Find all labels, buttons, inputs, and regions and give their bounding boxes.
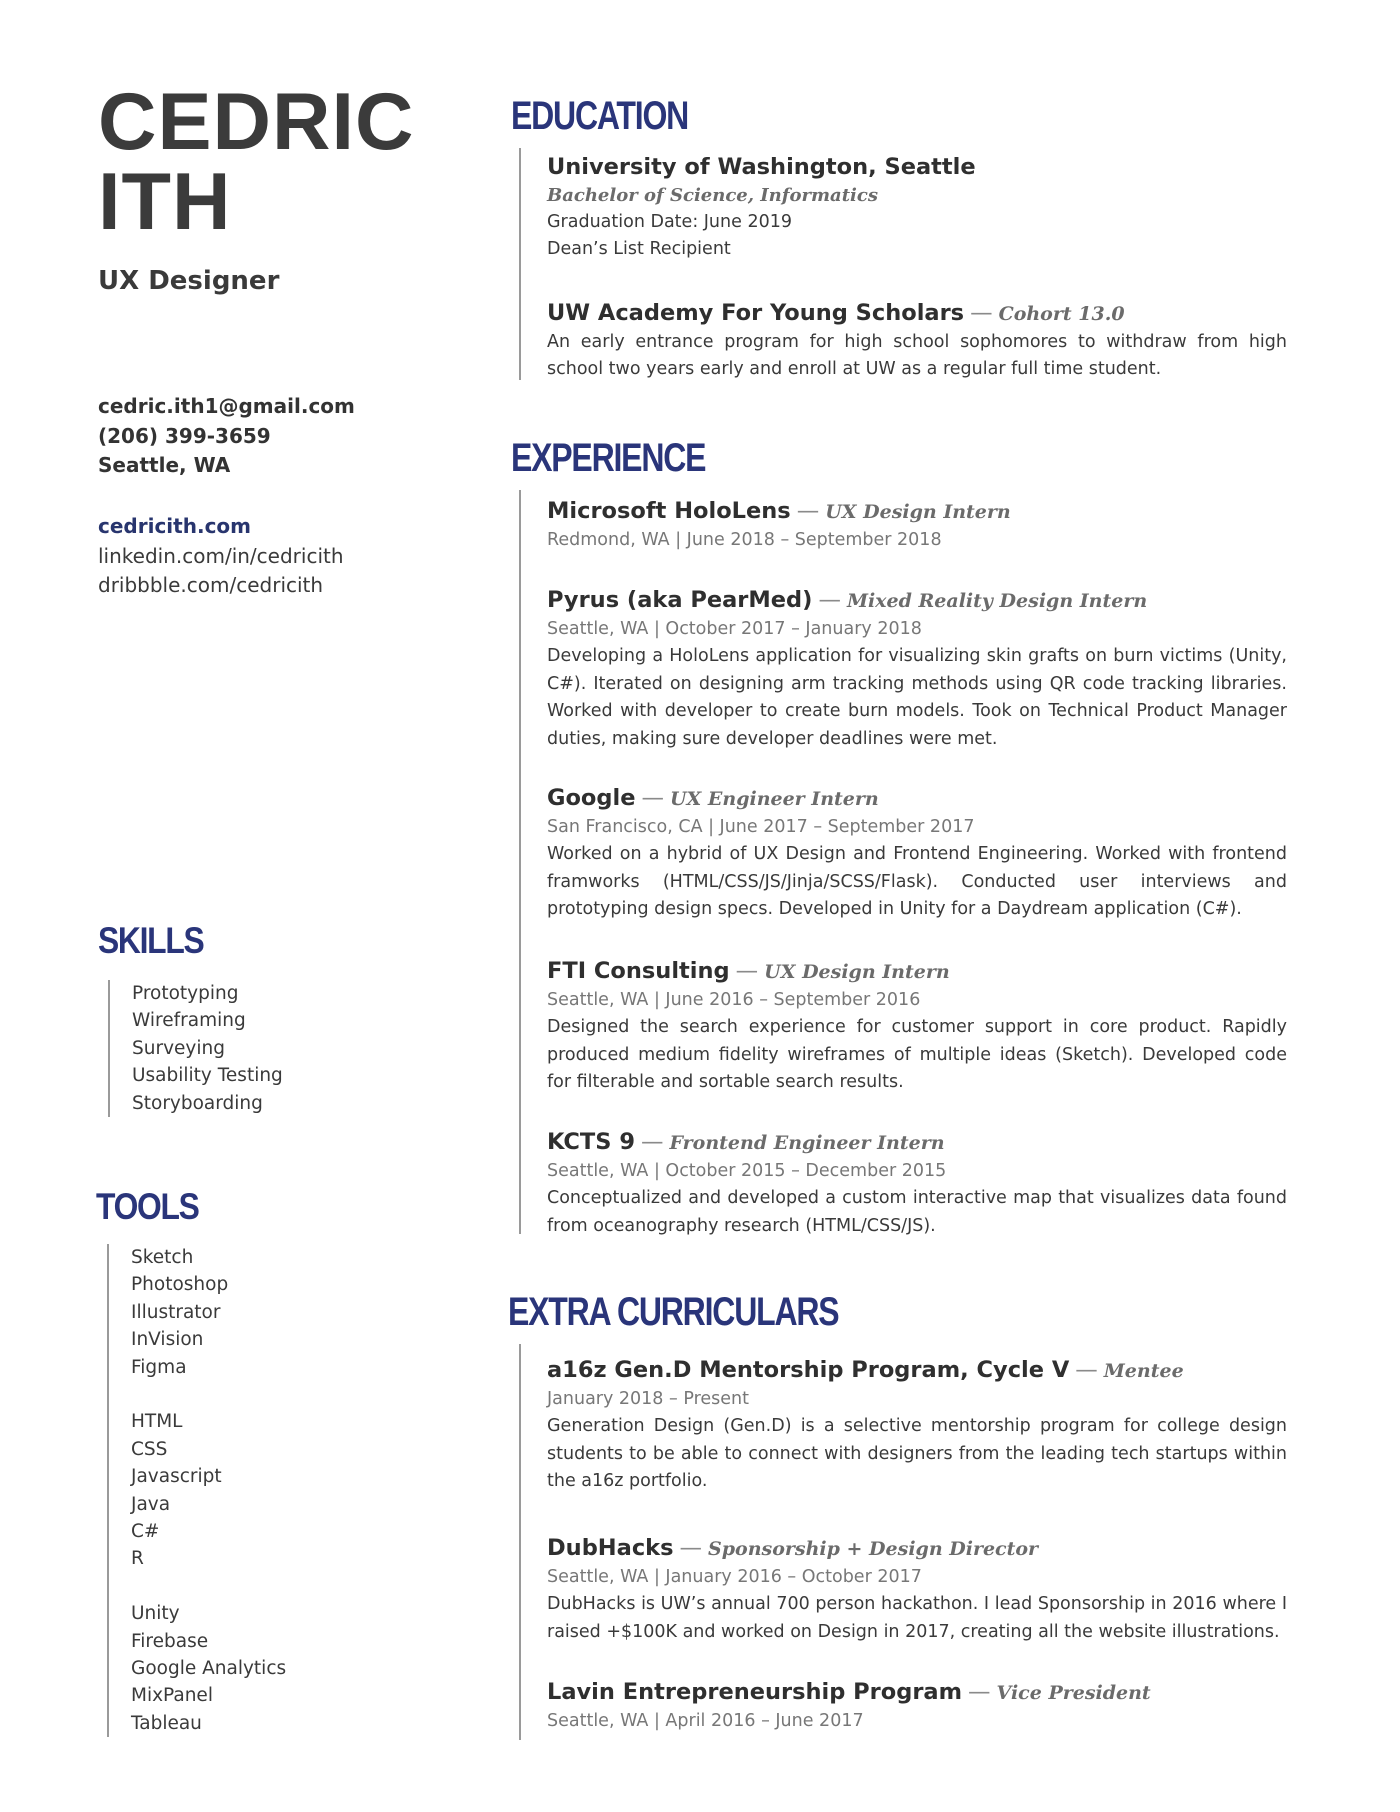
em-dash: —	[679, 1535, 703, 1561]
education-entry	[547, 152, 1287, 264]
experience-entry	[547, 956, 1287, 1097]
entry-title: Lavin Entrepreneurship Program	[547, 1679, 963, 1705]
website-link[interactable]: cedricith.com	[98, 514, 251, 538]
list-gap	[131, 1381, 286, 1408]
entry-line: Dean’s List Recipient	[547, 239, 731, 260]
em-dash: —	[735, 958, 759, 984]
entry-line: Graduation Date: June 2019	[547, 212, 792, 232]
list-item: CSS	[131, 1438, 168, 1460]
list-item: R	[131, 1548, 144, 1570]
entry-description: Worked on a hybrid of UX Design and Frontend Engineering. Worked with frontend framworks (HTML/CSS/JS/Jinja/SCSS/Flask). Conducted user interviews and prototyping design specs. Developed in Unity for a Daydream application (C#).	[547, 844, 1287, 920]
entry-title: Google	[547, 785, 636, 811]
links-block	[98, 512, 344, 601]
experience-heading: EXPERIENCE	[511, 436, 706, 480]
em-dash: —	[818, 587, 841, 613]
entry-description: DubHacks is UW’s annual 700 person hackathon. I lead Sponsorship in 2016 where I raised +$100K and worked on Design in 2017, creating all the website illustrations.	[547, 1594, 1287, 1642]
list-item: Tableau	[131, 1712, 202, 1734]
list-item: Unity	[131, 1603, 180, 1625]
entry-meta: San Francisco, CA | June 2017 – September 2017	[547, 817, 975, 837]
job-title: UX Designer	[98, 266, 280, 296]
entry-meta: Seattle, WA | October 2015 – December 2015	[547, 1161, 947, 1181]
list-item: HTML	[131, 1411, 183, 1433]
contact-block	[98, 392, 355, 481]
education-entry	[547, 298, 1287, 384]
extra-entry	[547, 1677, 1287, 1735]
email-text: cedric.ith1@gmail.com	[98, 394, 355, 418]
skills-heading: SKILLS	[98, 920, 204, 961]
first-name: CEDRIC	[98, 77, 415, 167]
entry-title: UW Academy For Young Scholars	[547, 300, 965, 326]
entry-title: FTI Consulting	[547, 958, 730, 984]
entry-meta: Seattle, WA | April 2016 – June 2017	[547, 1711, 864, 1731]
entry-meta: Seattle, WA | October 2017 – January 2018	[547, 619, 922, 639]
list-item: Prototyping	[132, 983, 239, 1004]
extra-entry	[547, 1533, 1287, 1646]
list-item: InVision	[131, 1329, 204, 1351]
entry-title: DubHacks	[547, 1535, 674, 1561]
entry-description: An early entrance program for high school sophomores to withdraw from high school two years early and enroll at UW as a regular full time student.	[547, 332, 1287, 380]
entry-meta: January 2018 – Present	[547, 1389, 749, 1409]
name-heading	[98, 77, 415, 247]
entry-degree: Bachelor of Science, Informatics	[547, 185, 878, 206]
dribbble-link[interactable]: dribbble.com/cedricith	[98, 573, 324, 597]
em-dash: —	[641, 785, 664, 811]
list-item: Figma	[131, 1356, 187, 1378]
entry-title: University of Washington, Seattle	[547, 154, 976, 180]
entry-title: Microsoft HoloLens	[547, 498, 791, 524]
skills-list	[108, 980, 283, 1117]
phone-text: (206) 399-3659	[98, 423, 271, 448]
em-dash: —	[970, 300, 993, 326]
list-item: Sketch	[131, 1247, 194, 1268]
entry-role: Mixed Reality Design Intern	[846, 590, 1148, 612]
education-rule	[519, 148, 521, 380]
em-dash: —	[796, 498, 820, 524]
entry-role: UX Engineer Intern	[669, 788, 879, 810]
entry-meta: Seattle, WA | June 2016 – September 2016	[547, 990, 921, 1010]
experience-entry	[547, 783, 1287, 924]
list-item: Java	[131, 1493, 171, 1515]
tools-heading: TOOLS	[96, 1186, 199, 1227]
experience-rule	[519, 490, 521, 1234]
experience-entry	[547, 1127, 1287, 1240]
list-item: Photoshop	[131, 1274, 229, 1296]
list-gap	[131, 1573, 286, 1600]
extra-entry	[547, 1355, 1287, 1496]
list-item: Illustrator	[131, 1301, 221, 1323]
entry-title: KCTS 9	[547, 1129, 635, 1155]
list-item: Storyboarding	[132, 1092, 263, 1114]
list-item: Usability Testing	[132, 1065, 283, 1087]
list-item: Javascript	[131, 1466, 222, 1488]
em-dash: —	[640, 1129, 664, 1155]
location-text: Seattle, WA	[98, 453, 231, 477]
list-item: Google Analytics	[131, 1658, 287, 1680]
entry-description: Developing a HoloLens application for visualizing skin grafts on burn victims (Unity, C#). Iterated on designing arm tracking methods using QR code tracking libraries. Worked with developer to create burn models. Took on Technical Product Manager duties, making sure developer deadlines were met.	[547, 646, 1287, 749]
extra-curriculars-heading: EXTRA CURRICULARS	[508, 1290, 839, 1334]
list-item: Firebase	[131, 1630, 209, 1652]
extra-curriculars-rule	[519, 1344, 521, 1740]
list-item: C#	[131, 1521, 160, 1543]
list-item: MixPanel	[131, 1685, 213, 1707]
entry-role: Vice President	[996, 1682, 1151, 1704]
entry-role: UX Design Intern	[764, 961, 950, 983]
list-item: Surveying	[132, 1037, 225, 1059]
entry-role: Mentee	[1103, 1360, 1184, 1382]
entry-description: Generation Design (Gen.D) is a selective mentorship program for college design students to be able to connect with designers from the leading tech startups within the a16z portfolio.	[547, 1416, 1287, 1492]
education-heading: EDUCATION	[511, 94, 689, 138]
tools-list	[107, 1244, 286, 1737]
entry-meta: Seattle, WA | January 2016 – October 2017	[547, 1567, 922, 1587]
experience-entry	[547, 496, 1287, 554]
entry-role: Sponsorship + Design Director	[708, 1538, 1039, 1560]
entry-role: UX Design Intern	[825, 501, 1011, 523]
entry-role: Cohort 13.0	[998, 303, 1125, 325]
entry-title: Pyrus (aka PearMed)	[547, 587, 813, 613]
experience-entry	[547, 585, 1287, 753]
entry-meta: Redmond, WA | June 2018 – September 2018	[547, 530, 942, 550]
entry-role: Frontend Engineer Intern	[669, 1132, 945, 1154]
em-dash: —	[968, 1679, 991, 1705]
entry-title: a16z Gen.D Mentorship Program, Cycle V	[547, 1357, 1070, 1383]
list-item: Wireframing	[132, 1010, 246, 1032]
em-dash: —	[1075, 1357, 1098, 1383]
last-name: ITH	[98, 157, 232, 247]
linkedin-link[interactable]: linkedin.com/in/cedricith	[98, 543, 344, 568]
entry-description: Designed the search experience for customer support in core product. Rapidly produced medium fidelity wireframes of multiple ideas (Sketch). Developed code for filterable and sortable search results.	[547, 1017, 1287, 1093]
entry-description: Conceptualized and developed a custom interactive map that visualizes data found from oceanography research (HTML/CSS/JS).	[547, 1188, 1287, 1236]
